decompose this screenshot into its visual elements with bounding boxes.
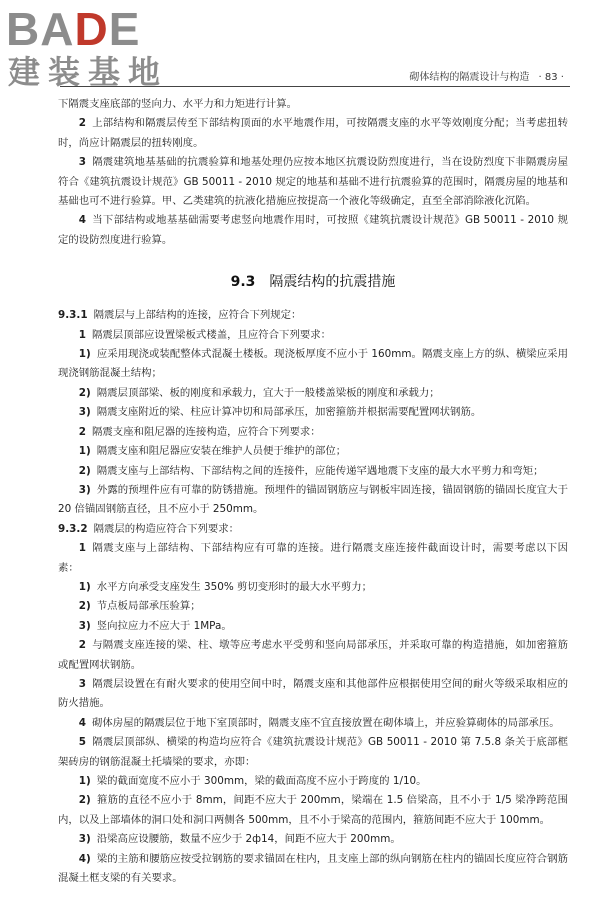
paragraph — [58, 345, 568, 384]
paragraph — [58, 617, 568, 636]
item-number: 1) — [78, 348, 91, 361]
paragraph — [58, 714, 568, 733]
page-body — [58, 95, 568, 888]
paragraph-text: 隔震支座附近的梁、柱应计算冲切和局部承压，加密箍筋并根据需要配置网状钢筋。 — [96, 406, 482, 419]
paragraph — [58, 597, 568, 616]
item-number: 3 — [78, 677, 87, 690]
block-9-2-continued — [58, 95, 568, 250]
paragraph — [58, 850, 568, 889]
paragraph-text: 外露的预埋件应有可靠的防锈措施。预埋件的锚固钢筋应与钢板牢固连接，锚固钢筋的锚固长度宜大于 20 倍锚固钢筋直径，且不应小于 250mm。 — [58, 483, 568, 516]
clause-paragraph — [58, 306, 568, 325]
item-number: 2 — [78, 639, 87, 652]
paragraph-text: 隔震支座和阻尼器的连接构造，应符合下列要求： — [92, 425, 321, 438]
item-number: 5 — [78, 736, 87, 749]
paragraph-text: 隔震支座和阻尼器应安装在维护人员便于维护的部位； — [96, 445, 347, 458]
section-heading — [58, 272, 568, 292]
item-number: 3) — [78, 483, 91, 496]
paragraph — [58, 733, 568, 772]
paragraph — [58, 211, 568, 250]
logo-latin: BADE — [6, 3, 141, 55]
paragraph-text: 隔震支座与上部结构、下部结构应有可靠的连接。进行隔震支座连接件截面设计时，需要考虑以下因素： — [58, 542, 568, 574]
item-number: 2 — [78, 425, 87, 438]
paragraph-text: 水平方向承受支座发生 350% 剪切变形时的最大水平剪力； — [96, 580, 373, 593]
item-number: 4 — [78, 716, 87, 729]
paragraph — [58, 675, 568, 714]
header-title: 砌体结构的隔震设计与构造 — [409, 72, 530, 83]
paragraph — [58, 481, 568, 520]
paragraph — [58, 326, 568, 345]
paragraph-text: 隔震层设置在有耐火要求的使用空间中时，隔震支座和其他部件应根据使用空间的耐火等级采取相应的防火措施。 — [58, 677, 568, 710]
paragraph — [58, 578, 568, 597]
running-head — [409, 68, 564, 83]
paragraph-text: 沿梁高应设腰筋，数量不应少于 2ф14，间距不应大于 200mm。 — [96, 833, 401, 846]
item-number: 2) — [78, 464, 91, 477]
header-rule — [60, 86, 570, 87]
paragraph-text: 梁的主筋和腰筋应按受拉钢筋的要求锚固在柱内，且支座上部的纵向钢筋在柱内的锚固长度应符合钢筋混凝土框支梁的有关要求。 — [58, 852, 568, 885]
paragraph-text: 竖向拉应力不应大于 1MPa。 — [96, 619, 232, 632]
paragraph-text: 与隔震支座连接的梁、柱、墩等应考虑水平受剪和竖向局部承压，并采取可靠的构造措施，如加密箍筋或配置网状钢筋。 — [58, 639, 568, 671]
item-number: 3) — [78, 833, 91, 846]
paragraph-text: 隔震层顶部应设置梁板式楼盖，且应符合下列要求： — [92, 328, 332, 341]
item-number: 1) — [78, 445, 91, 458]
paragraph — [58, 636, 568, 675]
page-number: · 83 · — [538, 72, 564, 83]
item-number: 4) — [78, 852, 91, 865]
paragraph-text: 下隔震支座底部的竖向力、水平力和力矩进行计算。 — [58, 98, 297, 110]
paragraph-text: 隔震层顶部梁、板的刚度和承载力，宜大于一般楼盖梁板的刚度和承载力； — [96, 386, 440, 399]
paragraph — [58, 830, 568, 849]
paragraph — [58, 462, 568, 481]
item-number: 2) — [78, 600, 91, 613]
item-number: 1) — [78, 775, 91, 787]
paragraph — [58, 403, 568, 422]
paragraph — [58, 153, 568, 211]
clause-paragraph — [58, 520, 568, 539]
site-logo — [6, 4, 176, 92]
clause-number: 9.3.1 — [58, 309, 88, 322]
paragraph-text: 箍筋的直径不应小于 8mm，间距不应大于 200mm，梁端在 1.5 倍梁高，且不小于 1/5 梁净跨范围内，以及上部墙体的洞口处和洞口两侧各 500mm，且不小于梁高的范围内，箍筋间距不应大于 100mm。 — [58, 794, 568, 826]
item-number: 1 — [78, 328, 87, 341]
paragraph-text: 砌体房屋的隔震层位于地下室顶部时，隔震支座不宜直接放置在砌体墙上，并应验算砌体的局部承压。 — [92, 716, 560, 729]
section-title: 隔震结构的抗震措施 — [269, 274, 396, 291]
paragraph-text: 隔震建筑地基基础的抗震验算和地基处理仍应按本地区抗震设防烈度进行，当在设防烈度下非隔震房屋符合《建筑抗震设计规范》GB 50011 - 2010 规定的地基和基础不进行抗震验算的范围时，隔震房屋的地基和基础也可不进行验算。甲、乙类建筑的抗液化措施应按提高一个液化等级确定，直至全部消除液化沉陷。 — [58, 156, 568, 208]
item-number: 2 — [78, 117, 87, 130]
paragraph-text: 节点板局部承压验算； — [96, 600, 201, 613]
paragraph-text: 上部结构和隔震层传至下部结构顶面的水平地震作用，可按隔震支座的水平等效刚度分配；当考虑扭转时，尚应计隔震层的扭转刚度。 — [58, 117, 568, 149]
paragraph-text: 应采用现浇或装配整体式混凝土楼板。现浇板厚度不应小于 160mm。隔震支座上方的纵、横梁应采用现浇钢筋混凝土结构； — [58, 348, 568, 380]
paragraph — [58, 772, 568, 791]
paragraph — [58, 791, 568, 830]
paragraph — [58, 442, 568, 461]
item-number: 2) — [78, 386, 91, 399]
item-number: 1 — [78, 542, 87, 555]
paragraph-text: 隔震层与上部结构的连接，应符合下列规定： — [93, 309, 302, 322]
item-number: 2) — [78, 794, 91, 807]
logo-chinese: 建装基地 — [8, 53, 169, 91]
paragraph — [58, 423, 568, 442]
paragraph — [58, 539, 568, 578]
paragraph-text: 隔震支座与上部结构、下部结构之间的连接件，应能传递罕遇地震下支座的最大水平剪力和弯矩； — [96, 464, 544, 477]
paragraph-text: 隔震层的构造应符合下列要求： — [93, 522, 240, 535]
item-number: 1) — [78, 580, 91, 593]
paragraph — [58, 95, 568, 114]
item-number: 4 — [78, 214, 87, 227]
section-number: 9.3 — [230, 274, 256, 291]
paragraph-text: 梁的截面宽度不应小于 300mm，梁的截面高度不应小于跨度的 1/10。 — [96, 775, 427, 787]
paragraph — [58, 114, 568, 153]
paragraph-text: 当下部结构或地基基础需要考虑竖向地震作用时，可按照《建筑抗震设计规范》GB 50011 - 2010 规定的设防烈度进行验算。 — [58, 214, 568, 246]
item-number: 3) — [78, 619, 91, 632]
item-number: 3 — [78, 156, 87, 169]
paragraph — [58, 384, 568, 403]
item-number: 3) — [78, 406, 91, 419]
paragraph-text: 隔震层顶部纵、横梁的构造均应符合《建筑抗震设计规范》GB 50011 - 2010 第 7.5.8 条关于底部框架砖房的钢筋混凝土托墙梁的要求，亦即： — [58, 736, 568, 768]
block-9-3 — [58, 306, 568, 888]
clause-number: 9.3.2 — [58, 522, 88, 535]
